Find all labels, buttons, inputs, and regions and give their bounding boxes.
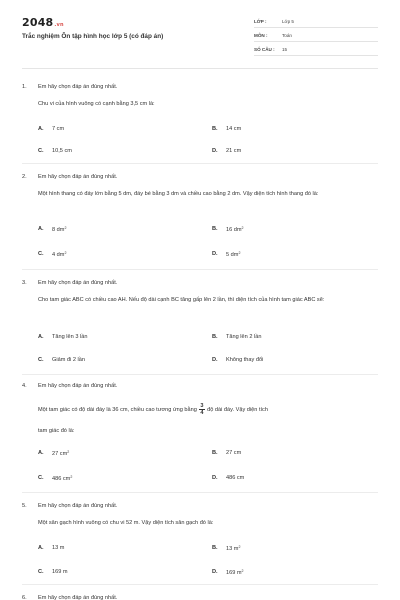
option-text: Tăng lên 2 lần bbox=[226, 334, 262, 340]
question-divider bbox=[22, 584, 378, 585]
question-divider bbox=[22, 492, 378, 493]
meta-grade-label: LỚP : bbox=[254, 19, 267, 24]
option-letter: A. bbox=[38, 126, 44, 132]
stem-text-after: độ dài đáy. Vậy diện tích bbox=[207, 406, 268, 413]
option-superscript: 2 bbox=[64, 226, 67, 230]
option-letter: A. bbox=[38, 450, 44, 456]
question-divider bbox=[22, 269, 378, 270]
document-title: Trắc nghiệm Ôn tập hình học lớp 5 (có đáp án) bbox=[22, 33, 164, 40]
option-text: 13 m bbox=[226, 546, 239, 552]
question-stem: Một hình thang có đáy lớn bằng 5 dm, đáy bé bằng 3 dm và chiều cao bằng 2 dm. Vậy diện tích hình thang đó là: bbox=[38, 191, 319, 197]
option-text: 486 cm bbox=[52, 476, 71, 482]
option-letter: A. bbox=[38, 334, 44, 340]
option-letter: B. bbox=[212, 334, 218, 340]
option-text: 14 cm bbox=[226, 126, 242, 132]
option-letter: C. bbox=[38, 357, 44, 363]
stem-text-before: Một tam giác có độ dài đáy là 36 cm, chiều cao tương ứng bằng bbox=[38, 406, 197, 413]
question-stem: Chu vi của hình vuông có cạnh bằng 3,5 cm là: bbox=[38, 101, 155, 107]
option-text: 169 m bbox=[52, 569, 68, 575]
option-text: 21 cm bbox=[226, 148, 242, 154]
option-text: Không thay đổi bbox=[226, 357, 264, 363]
meta-count-label: SỐ CÂU : bbox=[254, 47, 275, 52]
question-stem-line2: tam giác đó là: bbox=[38, 428, 75, 434]
option-letter: D. bbox=[212, 569, 218, 575]
option-letter: C. bbox=[38, 569, 44, 575]
option-letter: B. bbox=[212, 545, 218, 551]
fraction-numerator: 3 bbox=[200, 403, 204, 409]
question-number: 2. bbox=[22, 174, 27, 180]
option-text: Tăng lên 3 lần bbox=[52, 334, 88, 340]
option-superscript: 2 bbox=[241, 569, 244, 573]
option-text: 5 dm bbox=[226, 252, 239, 258]
question-instruction: Em hãy chọn đáp án đúng nhất. bbox=[38, 84, 118, 90]
option-text: 486 cm bbox=[226, 475, 245, 481]
option-letter: C. bbox=[38, 475, 44, 481]
option-letter: C. bbox=[38, 251, 44, 257]
logo-suffix: .vn bbox=[54, 22, 64, 28]
question-instruction: Em hãy chọn đáp án đúng nhất. bbox=[38, 383, 118, 389]
option-superscript: 2 bbox=[238, 251, 241, 255]
meta-subject-value: Toán bbox=[282, 33, 292, 38]
option-text: 10,5 cm bbox=[52, 148, 72, 154]
option-text: 8 dm bbox=[52, 227, 65, 233]
option-text: 13 m bbox=[52, 545, 65, 551]
option-superscript: 2 bbox=[70, 475, 73, 479]
option-superscript: 2 bbox=[238, 545, 241, 549]
question-number: 5. bbox=[22, 503, 27, 509]
option-letter: A. bbox=[38, 545, 44, 551]
meta-grade-value: Lớp 5 bbox=[282, 19, 294, 24]
question-number: 4. bbox=[22, 383, 27, 389]
option-letter: B. bbox=[212, 226, 218, 232]
option-text: 7 cm bbox=[52, 126, 65, 132]
option-letter: D. bbox=[212, 148, 218, 154]
option-text: 16 dm bbox=[226, 227, 242, 233]
fraction bbox=[199, 403, 204, 416]
option-superscript: 2 bbox=[64, 251, 67, 255]
question-instruction: Em hãy chọn đáp án đúng nhất. bbox=[38, 503, 118, 509]
question-instruction: Em hãy chọn đáp án đúng nhất. bbox=[38, 280, 118, 286]
question-divider bbox=[22, 374, 378, 375]
logo-text: 2048 bbox=[22, 16, 54, 29]
question-stem: Một sân gạch hình vuông có chu vi 52 m. Vậy diện tích sân gạch đó là: bbox=[38, 520, 214, 526]
option-superscript: 2 bbox=[241, 226, 244, 230]
meta-subject bbox=[254, 29, 378, 42]
page-header bbox=[0, 0, 400, 66]
question-number: 6. bbox=[22, 595, 27, 600]
header-divider bbox=[22, 68, 378, 69]
option-text: 27 cm bbox=[52, 451, 68, 457]
question-divider bbox=[22, 163, 378, 164]
meta-grade bbox=[254, 15, 378, 28]
option-letter: D. bbox=[212, 475, 218, 481]
option-superscript: 2 bbox=[67, 450, 70, 454]
option-letter: B. bbox=[212, 450, 218, 456]
fraction-denominator: 4 bbox=[200, 410, 204, 416]
option-text: Giảm đi 2 lần bbox=[52, 357, 85, 363]
question-number: 3. bbox=[22, 280, 27, 286]
option-text: 169 m bbox=[226, 570, 242, 576]
site-logo[interactable] bbox=[22, 16, 64, 29]
question-instruction: Em hãy chọn đáp án đúng nhất. bbox=[38, 595, 118, 600]
meta-subject-label: MÔN : bbox=[254, 33, 268, 38]
option-letter: D. bbox=[212, 251, 218, 257]
option-letter: D. bbox=[212, 357, 218, 363]
option-letter: C. bbox=[38, 148, 44, 154]
option-letter: A. bbox=[38, 226, 44, 232]
question-stem: Cho tam giác ABC có chiều cao AH. Nếu độ dài cạnh BC tăng gấp lên 2 lần, thì diện tích của hình tam giác ABC sẽ: bbox=[38, 297, 325, 303]
option-letter: B. bbox=[212, 126, 218, 132]
meta-count-value: 15 bbox=[282, 47, 288, 52]
question-stem bbox=[38, 403, 378, 416]
question-instruction: Em hãy chọn đáp án đúng nhất. bbox=[38, 174, 118, 180]
question-number: 1. bbox=[22, 84, 27, 90]
option-text: 27 cm bbox=[226, 450, 242, 456]
option-text: 4 dm bbox=[52, 252, 65, 258]
meta-count bbox=[254, 43, 378, 56]
